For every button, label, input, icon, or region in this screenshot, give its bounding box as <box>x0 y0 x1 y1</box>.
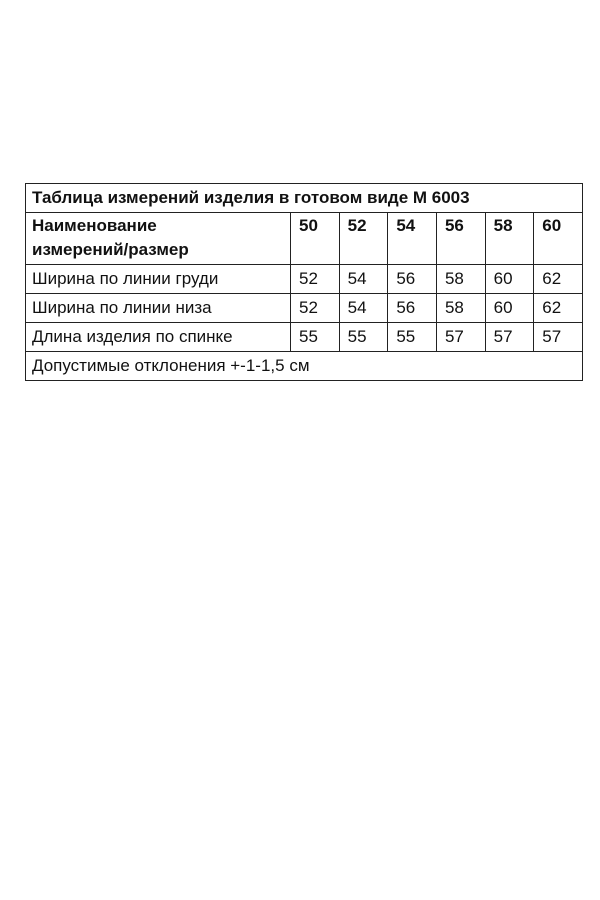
measurements-table <box>25 183 583 381</box>
table-row <box>26 294 583 323</box>
row-value: 56 <box>388 294 437 323</box>
row-value: 52 <box>291 294 340 323</box>
header-size-cell: 58 <box>485 213 534 265</box>
row-value: 58 <box>436 265 485 294</box>
row-value: 57 <box>534 323 583 352</box>
header-size-cell: 60 <box>534 213 583 265</box>
row-value: 58 <box>436 294 485 323</box>
tolerance-note: Допустимые отклонения +-1-1,5 см <box>26 352 583 381</box>
row-value: 54 <box>339 265 388 294</box>
row-value: 55 <box>339 323 388 352</box>
table-header-row <box>26 213 583 265</box>
row-value: 55 <box>291 323 340 352</box>
table-title: Таблица измерений изделия в готовом виде М 6003 <box>26 184 583 213</box>
header-name-cell <box>26 213 291 265</box>
header-size-cell: 52 <box>339 213 388 265</box>
row-value: 60 <box>485 265 534 294</box>
header-name-line2: измерений/размер <box>32 240 189 259</box>
row-label: Длина изделия по спинке <box>26 323 291 352</box>
header-name-line1: Наименование <box>32 216 157 235</box>
row-value: 62 <box>534 265 583 294</box>
table-row <box>26 265 583 294</box>
row-value: 54 <box>339 294 388 323</box>
row-label: Ширина по линии груди <box>26 265 291 294</box>
header-size-cell: 56 <box>436 213 485 265</box>
table-title-row <box>26 184 583 213</box>
table-note-row <box>26 352 583 381</box>
table-row <box>26 323 583 352</box>
row-label: Ширина по линии низа <box>26 294 291 323</box>
header-size-cell: 54 <box>388 213 437 265</box>
row-value: 57 <box>436 323 485 352</box>
row-value: 55 <box>388 323 437 352</box>
row-value: 60 <box>485 294 534 323</box>
row-value: 62 <box>534 294 583 323</box>
row-value: 57 <box>485 323 534 352</box>
row-value: 56 <box>388 265 437 294</box>
row-value: 52 <box>291 265 340 294</box>
header-size-cell: 50 <box>291 213 340 265</box>
